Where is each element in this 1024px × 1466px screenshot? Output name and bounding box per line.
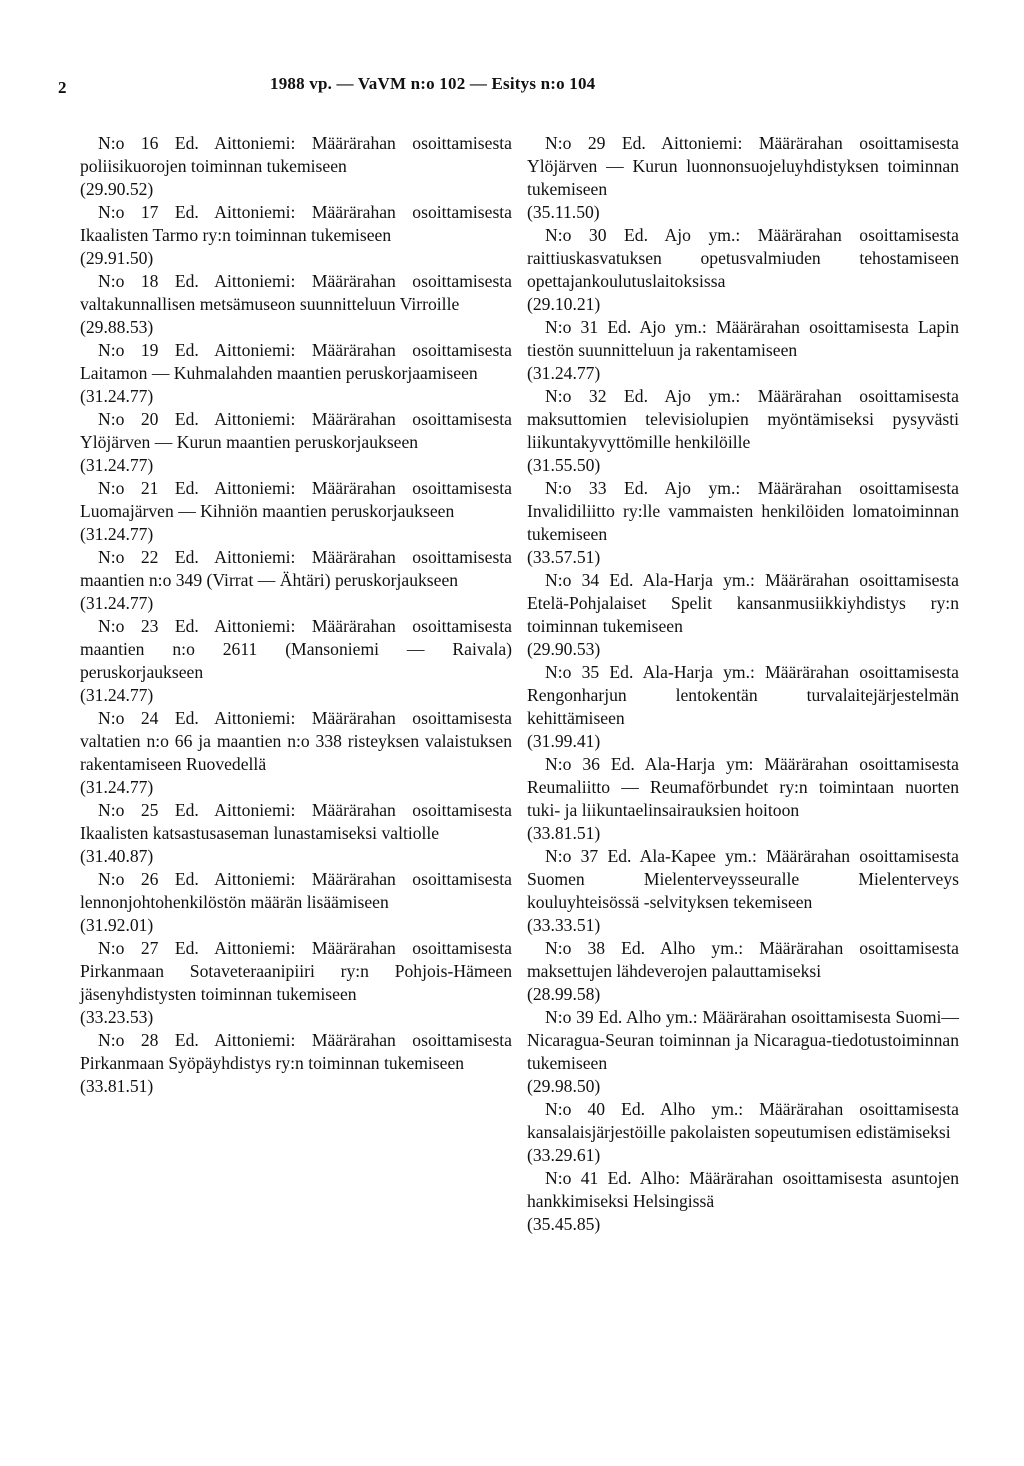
motion-text: N:o 34 Ed. Ala-Harja ym.: Määrärahan osoittamisesta Etelä-Pohjalaiset Spelit kansanmusiikkiyhdistys ry:n toiminnan tukemiseen xyxy=(527,570,959,636)
motion-text: N:o 35 Ed. Ala-Harja ym.: Määrärahan osoittamisesta Rengonharjun lentokentän turvalaitejärjestelmän kehittämiseen xyxy=(527,662,959,728)
motion-text: N:o 21 Ed. Aittoniemi: Määrärahan osoittamisesta Luomajärven — Kihniön maantien peruskorjaukseen xyxy=(80,478,512,521)
motion-text: N:o 25 Ed. Aittoniemi: Määrärahan osoittamisesta Ikaalisten katsastusaseman lunastamiseksi valtiolle xyxy=(80,800,512,843)
budget-item-code: (31.24.77) xyxy=(80,685,154,705)
motion-entry xyxy=(80,477,512,546)
budget-item-code: (31.24.77) xyxy=(80,455,154,475)
motion-entry xyxy=(527,1006,959,1098)
budget-item-code: (33.81.51) xyxy=(527,823,601,843)
motion-text: N:o 20 Ed. Aittoniemi: Määrärahan osoittamisesta Ylöjärven — Kurun maantien peruskorjaukseen xyxy=(80,409,512,452)
motion-entry xyxy=(527,845,959,937)
budget-item-code: (35.11.50) xyxy=(527,202,600,222)
motion-text: N:o 17 Ed. Aittoniemi: Määrärahan osoittamisesta Ikaalisten Tarmo ry:n toiminnan tukemiseen xyxy=(80,202,512,245)
budget-item-code: (29.10.21) xyxy=(527,294,601,314)
motion-text: N:o 31 Ed. Ajo ym.: Määrärahan osoittamisesta Lapin tiestön suunnitteluun ja rakentamiseen xyxy=(527,317,959,360)
motion-entry xyxy=(80,339,512,408)
motion-text: N:o 22 Ed. Aittoniemi: Määrärahan osoittamisesta maantien n:o 349 (Virrat — Ähtäri) peruskorjaukseen xyxy=(80,547,512,590)
motion-text: N:o 33 Ed. Ajo ym.: Määrärahan osoittamisesta Invalidiliitto ry:lle vammaisten henkilöiden lomatoiminnan tukemiseen xyxy=(527,478,959,544)
motion-text: N:o 19 Ed. Aittoniemi: Määrärahan osoittamisesta Laitamon — Kuhmalahden maantien peruskorjaamiseen xyxy=(80,340,512,383)
budget-item-code: (31.55.50) xyxy=(527,455,601,475)
budget-item-code: (31.24.77) xyxy=(80,777,154,797)
motion-entry xyxy=(80,937,512,1029)
motion-text: N:o 27 Ed. Aittoniemi: Määrärahan osoittamisesta Pirkanmaan Sotaveteraanipiiri ry:n Pohjois-Hämeen jäsenyhdistysten toiminnan tukemiseen xyxy=(80,938,512,1004)
budget-item-code: (31.92.01) xyxy=(80,915,154,935)
motion-entry xyxy=(80,615,512,707)
motion-text: N:o 37 Ed. Ala-Kapee ym.: Määrärahan osoittamisesta Suomen Mielenterveysseuralle Mielenterveys kouluyhteisössä -selvityksen tekemiseen xyxy=(527,846,959,912)
budget-item-code: (31.40.87) xyxy=(80,846,154,866)
motion-entry xyxy=(527,385,959,477)
budget-item-code: (29.91.50) xyxy=(80,248,154,268)
budget-item-code: (29.98.50) xyxy=(527,1076,601,1096)
motion-text: N:o 24 Ed. Aittoniemi: Määrärahan osoittamisesta valtatien n:o 66 ja maantien n:o 338 risteyksen valaistuksen rakentamiseen Ruovedellä xyxy=(80,708,512,774)
motion-entry xyxy=(80,1029,512,1098)
budget-item-code: (31.24.77) xyxy=(527,363,601,383)
motion-entry xyxy=(80,270,512,339)
motion-entry xyxy=(80,132,512,201)
motion-entry xyxy=(527,1167,959,1236)
motion-text: N:o 39 Ed. Alho ym.: Määrärahan osoittamisesta Suomi—Nicaragua-Seuran toiminnan ja Nicaragua-tiedotustoiminnan tukemiseen xyxy=(527,1007,959,1073)
motion-entry xyxy=(80,799,512,868)
budget-item-code: (29.90.52) xyxy=(80,179,154,199)
budget-item-code: (31.24.77) xyxy=(80,524,154,544)
motion-text: N:o 32 Ed. Ajo ym.: Määrärahan osoittamisesta maksuttomien televisiolupien myöntämiseksi pysyvästi liikuntakyvyttömille henkilöille xyxy=(527,386,959,452)
motion-entry xyxy=(80,546,512,615)
motion-entry xyxy=(527,937,959,1006)
budget-item-code: (28.99.58) xyxy=(527,984,601,1004)
right-column xyxy=(527,132,959,1236)
budget-item-code: (29.88.53) xyxy=(80,317,154,337)
motion-text: N:o 38 Ed. Alho ym.: Määrärahan osoittamisesta maksettujen lähdeverojen palauttamiseksi xyxy=(527,938,959,981)
motion-entry xyxy=(527,132,959,224)
motion-entry xyxy=(527,661,959,753)
motion-entry xyxy=(80,201,512,270)
budget-item-code: (31.24.77) xyxy=(80,593,154,613)
motion-entry xyxy=(80,408,512,477)
budget-item-code: (33.29.61) xyxy=(527,1145,601,1165)
motion-text: N:o 29 Ed. Aittoniemi: Määrärahan osoittamisesta Ylöjärven — Kurun luonnonsuojeluyhdistyksen toiminnan tukemiseen xyxy=(527,133,959,199)
motion-entry xyxy=(527,1098,959,1167)
running-head: 1988 vp. — VaVM n:o 102 — Esitys n:o 104 xyxy=(270,74,596,93)
budget-item-code: (33.57.51) xyxy=(527,547,601,567)
motion-entry xyxy=(527,477,959,569)
motion-entry xyxy=(527,224,959,316)
budget-item-code: (31.24.77) xyxy=(80,386,154,406)
motion-text: N:o 18 Ed. Aittoniemi: Määrärahan osoittamisesta valtakunnallisen metsämuseon suunnitteluun Virroille xyxy=(80,271,512,314)
budget-item-code: (31.99.41) xyxy=(527,731,601,751)
motion-text: N:o 26 Ed. Aittoniemi: Määrärahan osoittamisesta lennonjohtohenkilöstön määrän lisäämiseen xyxy=(80,869,512,912)
left-column xyxy=(80,132,512,1098)
motion-entry xyxy=(80,707,512,799)
motion-text: N:o 16 Ed. Aittoniemi: Määrärahan osoittamisesta poliisikuorojen toiminnan tukemiseen xyxy=(80,133,512,176)
motion-text: N:o 23 Ed. Aittoniemi: Määrärahan osoittamisesta maantien n:o 2611 (Mansoniemi — Raivala) peruskorjaukseen xyxy=(80,616,512,682)
budget-item-code: (33.81.51) xyxy=(80,1076,154,1096)
motion-text: N:o 36 Ed. Ala-Harja ym: Määrärahan osoittamisesta Reumaliitto — Reumaförbundet ry:n toimintaan nuorten tuki- ja liikuntaelinsairauksien hoitoon xyxy=(527,754,959,820)
motion-entry xyxy=(80,868,512,937)
motion-entry xyxy=(527,569,959,661)
budget-item-code: (33.23.53) xyxy=(80,1007,154,1027)
motion-text: N:o 41 Ed. Alho: Määrärahan osoittamisesta asuntojen hankkimiseksi Helsingissä xyxy=(527,1168,959,1211)
motion-text: N:o 28 Ed. Aittoniemi: Määrärahan osoittamisesta Pirkanmaan Syöpäyhdistys ry:n toiminnan tukemiseen xyxy=(80,1030,512,1073)
page-number: 2 xyxy=(58,78,67,97)
motion-entry xyxy=(527,753,959,845)
motion-text: N:o 40 Ed. Alho ym.: Määrärahan osoittamisesta kansalaisjärjestöille pakolaisten sopeutumisen edistämiseksi xyxy=(527,1099,959,1142)
motion-text: N:o 30 Ed. Ajo ym.: Määrärahan osoittamisesta raittiuskasvatuksen opetusvalmiuden tehostamiseen opettajankoulutuslaitoksissa xyxy=(527,225,959,291)
budget-item-code: (35.45.85) xyxy=(527,1214,601,1234)
budget-item-code: (33.33.51) xyxy=(527,915,601,935)
budget-item-code: (29.90.53) xyxy=(527,639,601,659)
motion-entry xyxy=(527,316,959,385)
